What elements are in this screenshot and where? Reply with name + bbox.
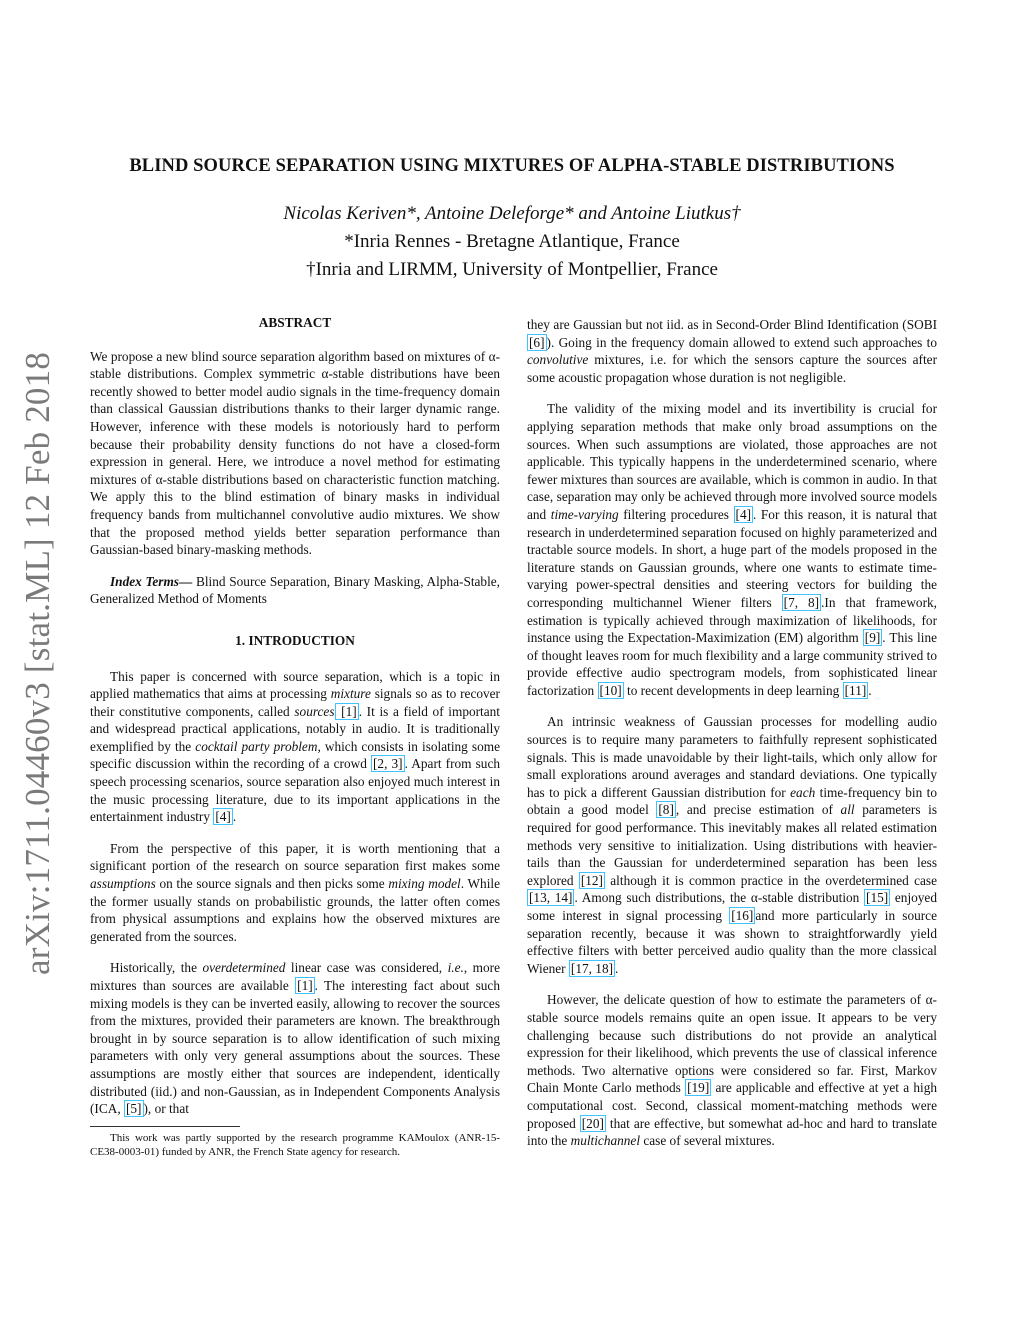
text-run: , more mixtures than sources are available	[90, 960, 500, 993]
intro-paragraph-3	[90, 959, 500, 1117]
text-run: The validity of the mixing model and its invertibility is crucial for applying separation methods that make only broad assumptions on the sources. When such assumptions are violated, those approaches are not applicable. This typically happens in the underdetermined scenario, where fewer mixtures than sources are available, which is common in audio. In that case, separation may only be achieved through more involved source models and	[527, 401, 937, 522]
citation-link[interactable]: [9]	[864, 630, 881, 646]
text-run: . The interesting fact about such mixing models is they can be inverted easily, allowing to recover the sources from the mixtures, provided their parameters are known. The breakthrough brought in by source separation is to allow identification of such mixing parameters with only very general assumptions about the sources. These assumptions are mostly either that sources are independent, identically distributed (iid.) and non-Gaussian, as in Independent Components Analysis (ICA,	[90, 978, 500, 1117]
emphasis: mixture	[330, 686, 371, 702]
text-run: . While the former usually stands on probabilistic grounds, the latter often comes from physical assumptions and explains how the observed mixtures are generated from the sources.	[90, 876, 500, 944]
emphasis: assumptions	[90, 876, 156, 892]
citation-link[interactable]: [17, 18]	[570, 960, 614, 976]
right-paragraph-0	[527, 316, 937, 386]
text-run: , which consists in isolating some specific discussion within the recording of a crowd	[90, 738, 500, 772]
footnote: This work was partly supported by the research programme KAMoulox (ANR-15-CE38-0003-01) funded by ANR, the French State agency for research.	[90, 1131, 500, 1159]
text-run: on the source signals and then picks some	[155, 876, 389, 892]
footnote-divider	[90, 1126, 240, 1127]
text-run: .In that framework, estimation is typically achieved through maximization of likelihoods, for instance using the Expectation-Maximization (EM) algorithm	[527, 594, 937, 646]
emphasis: time-varying	[550, 506, 619, 522]
affiliation-1: *Inria Rennes - Bretagne Atlantique, France	[344, 231, 680, 252]
text-run: .	[232, 809, 237, 825]
text-run: However, the delicate question of how to estimate the parameters of α-stable source models remains quite an open issue. It appears to be very challenging because such distributions do not provide an analytical expression for their likelihood, which prevents the use of classical inference methods. Two alternative options were considered so far. First, Markov Chain Monte Carlo methods	[527, 992, 937, 1096]
emphasis: convolutive	[527, 352, 589, 368]
section-heading-introduction: 1. INTRODUCTION	[235, 632, 355, 648]
text-run: that are effective, but somewhat ad-hoc and hard to translate into the	[527, 1115, 937, 1149]
text-run: and more particularly in source separation recently, because it was shown to straightforwardly yield effective filters with better perceived audio quality than the more classical Wiener	[527, 908, 937, 976]
text-run: filtering procedures	[618, 506, 734, 522]
emphasis: multichannel	[570, 1133, 641, 1149]
citation-link[interactable]: [16]	[731, 908, 754, 923]
citation-link[interactable]: [11]	[844, 682, 867, 698]
citation-link[interactable]: [8]	[658, 802, 674, 818]
text-run: .	[615, 960, 619, 976]
text-run: . For this reason, it is natural that research in underdetermined separation focused on highly parameterized and tractable source models. In short, a huge part of the models proposed in the literature stands on Gaussian grounds, where one wants to estimate time-varying power-spectral densities and steering vectors for building the corresponding multichannel Wiener filters	[527, 506, 937, 610]
emphasis: cocktail party problem	[195, 738, 318, 754]
text-run: .	[868, 682, 872, 698]
text-run: they are Gaussian but not iid. as in Second-Order Blind Identification (SOBI	[527, 317, 937, 332]
text-run: linear case was considered,	[285, 960, 448, 976]
citation-link[interactable]: [13, 14]	[529, 890, 573, 906]
intro-paragraph-1	[90, 668, 500, 826]
emphasis: mixing model	[388, 876, 461, 892]
text-run: time-frequency bin to obtain a good model	[527, 784, 937, 818]
author-names: Nicolas Keriven*, Antoine Deleforge* and Antoine Liutkus†	[283, 203, 741, 224]
citation-link[interactable]: [19]	[687, 1080, 710, 1096]
abstract-text: We propose a new blind source separation algorithm based on mixtures of α-stable distributions. Complex symmetric α-stable distributions have been recently showed to better model audio signals in the time-frequency domain than classical Gaussian distributions thanks to their larger dynamic range. However, inference with these models is notoriously hard to perform because their probability density functions do not have a closed-form expression in general. Here, we introduce a novel method for estimating mixtures of α-stable distributions based on characteristic function matching. We apply this to the blind estimation of binary masks in individual frequency bands from multichannel convolutive audio mixtures. We show that the proposed method yields better separation performance than Gaussian-based binary-masking methods.	[90, 348, 500, 558]
text-run: mixtures, i.e. for which the sensors capture the sources after some acoustic propagation whose duration is not negligible.	[527, 352, 937, 385]
citation-link[interactable]: [2, 3]	[373, 756, 403, 772]
text-run: to recent developments in deep learning	[623, 682, 843, 698]
text-run: parameters is required for good performance. This inevitably makes all related estimation methods very sensitive to initialization. Using distributions with heavier-tails than the Gaussian for underdetermined separation has been less explored	[527, 802, 937, 888]
right-column	[527, 316, 937, 1164]
text-run: although it is common practice in the overdetermined case	[604, 872, 937, 888]
emphasis: overdetermined	[202, 960, 286, 976]
index-terms-label: Index Terms—	[110, 573, 193, 589]
text-run: ). Going in the frequency domain allowed to extend such approaches to	[546, 334, 937, 350]
emphasis: each	[790, 784, 816, 800]
text-run: enjoyed some interest in signal processing	[527, 890, 937, 923]
abstract-heading: ABSTRACT	[258, 315, 332, 330]
emphasis: i.e.	[447, 960, 464, 976]
citation-link[interactable]: [4]	[215, 809, 231, 825]
text-run: . It is a field of important and widespread practical applications, notably in audio. It is traditionally exemplified by the	[90, 703, 500, 754]
citation-link[interactable]: [1]	[336, 703, 357, 719]
text-run: Historically, the	[110, 960, 203, 976]
citation-link[interactable]: [6]	[529, 334, 545, 350]
text-run: From the perspective of this paper, it is worth mentioning that a significant portion of the research on source separation first makes some	[90, 840, 500, 874]
citation-link[interactable]: [5]	[125, 1101, 142, 1117]
text-run: This paper is concerned with source separation, which is a topic in applied mathematics that aims at processing	[90, 668, 500, 702]
citation-link[interactable]: [15]	[866, 890, 889, 906]
text-run: signals so as to recover their constitutive components, called	[90, 686, 500, 719]
text-run: . This line of thought leaves room for much flexibility and a large community strived to provide effective audio spectrogram models, from sophisticated linear factorization	[527, 630, 937, 698]
citation-link[interactable]: [20]	[581, 1115, 604, 1131]
text-run: An intrinsic weakness of Gaussian processes for modelling audio sources is to require many parameters to faithfully represent sophisticated signals. This is made unavoidable by their light-tails, which only allow for small explorations around averages and standard deviations. One typically has to pick a different Gaussian distribution for	[527, 714, 937, 800]
citation-link[interactable]: [4]	[735, 506, 752, 522]
index-terms-text: Blind Source Separation, Binary Masking, Alpha-Stable, Generalized Method of Moments	[90, 573, 500, 607]
citation-link[interactable]: [1]	[297, 978, 313, 993]
text-run: case of several mixtures.	[640, 1133, 775, 1149]
left-column	[90, 314, 500, 1160]
author-block	[90, 200, 934, 284]
citation-link[interactable]: [10]	[599, 682, 622, 698]
citation-link[interactable]: [12]	[580, 872, 603, 888]
text-run: . Apart from such speech processing scenarios, source separation also enjoyed much interest in the music processing literature, due to its important applications in the entertainment industry	[90, 756, 500, 825]
text-run: . Among such distributions, the α-stable distribution	[574, 890, 865, 906]
affiliation-2: †Inria and LIRMM, University of Montpellier, France	[306, 259, 718, 280]
emphasis: sources	[294, 703, 335, 719]
text-run: are applicable and effective at yet a high computational cost. Second, classical moment-matching methods were proposed	[527, 1080, 937, 1131]
index-terms	[90, 573, 500, 608]
right-paragraph-1	[527, 400, 937, 699]
text-run: ), or that	[143, 1101, 189, 1117]
right-paragraph-2	[527, 713, 937, 977]
emphasis: all	[840, 802, 855, 818]
intro-paragraph-2	[90, 840, 500, 946]
paper-title: BLIND SOURCE SEPARATION USING MIXTURES OF ALPHA-STABLE DISTRIBUTIONS	[129, 156, 895, 176]
arxiv-side-stamp: arXiv:1711.04460v3 [stat.ML] 12 Feb 2018	[18, 351, 57, 975]
citation-link[interactable]: [7, 8]	[783, 594, 820, 610]
text-run: , and precise estimation of	[675, 802, 841, 818]
right-paragraph-3	[527, 991, 937, 1149]
